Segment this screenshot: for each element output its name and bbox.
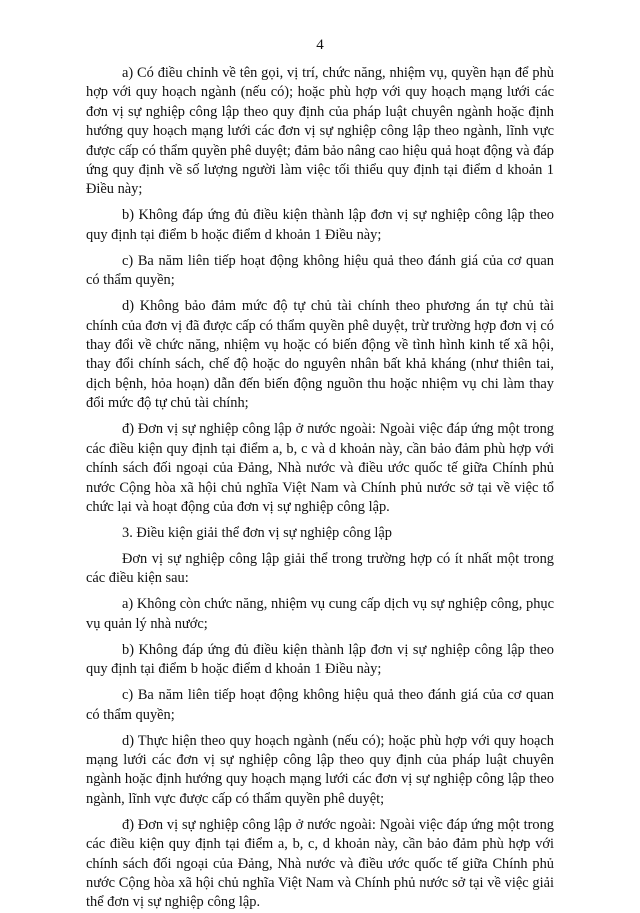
paragraph-1a-rename-restructure: a) Có điều chỉnh về tên gọi, vị trí, chức năng, nhiệm vụ, quyền hạn để phù hợp với quy hoạch ngành (nếu có); hoặc phù hợp với quy hoạch mạng lưới các đơn vị sự nghiệp công lập theo quy định của pháp luật chuyên ngành hoặc định hướng quy hoạch mạng lưới các đơn vị sự nghiệp công lập theo ngành, lĩnh vực được cấp có thẩm quyền phê duyệt; đảm bảo nâng cao hiệu quả hoạt động và đáp ứng quy định về số lượng người làm việc tối thiểu quy định tại điểm d khoản 1 Điều này; <box>86 65 554 198</box>
section-heading-dissolution: 3. Điều kiện giải thể đơn vị sự nghiệp công lập <box>122 524 392 541</box>
paragraph-dissolution-intro: Đơn vị sự nghiệp công lập giải thể trong trường hợp có ít nhất một trong các điều kiện sau: <box>86 550 554 587</box>
paragraph-1b-not-meeting-conditions: b) Không đáp ứng đủ điều kiện thành lập đơn vị sự nghiệp công lập theo quy định tại điểm b hoặc điểm d khoản 1 Điều này; <box>86 207 554 243</box>
page-number: 4 <box>316 37 324 53</box>
paragraph-1d-financial-autonomy: d) Không bảo đảm mức độ tự chủ tài chính theo phương án tự chủ tài chính của đơn vị đã được cấp có thẩm quyền phê duyệt, trừ trường hợp đơn vị có thay đổi về chức năng, nhiệm vụ hoặc có biến động về tình hình kinh tế xã hội, thay đổi chính sách, chế độ hoặc do nguyên nhân bất khả kháng (như thiên tai, dịch bệnh, hỏa hoạn) dẫn đến biến động nguồn thu hoặc nhiệm vụ chi làm thay đổi mức độ tự chủ tài chính; <box>86 298 554 412</box>
paragraph-2c-ineffective-three-years: c) Ba năm liên tiếp hoạt động không hiệu quả theo đánh giá của cơ quan có thẩm quyền; <box>86 687 554 723</box>
document-body <box>86 64 554 913</box>
paragraph-2d-planning: d) Thực hiện theo quy hoạch ngành (nếu có); hoặc phù hợp với quy hoạch mạng lưới các đơn vị sự nghiệp công lập theo quy định của pháp luật chuyên ngành hoặc định hướng quy hoạch mạng lưới các đơn vị sự nghiệp công lập theo ngành, lĩnh vực được cấp có thẩm quyền phê duyệt; <box>86 732 554 807</box>
paragraph-2b-not-meeting-conditions: b) Không đáp ứng đủ điều kiện thành lập đơn vị sự nghiệp công lập theo quy định tại điểm b hoặc điểm d khoản 1 Điều này; <box>86 641 554 678</box>
paragraph-2dd-overseas-units: đ) Đơn vị sự nghiệp công lập ở nước ngoài: Ngoài việc đáp ứng một trong các điều kiện quy định tại điểm a, b, c, d khoản này, cần bảo đảm phù hợp với chính sách đối ngoại của Đảng, Nhà nước và điều ước quốc tế giữa Chính phủ nước Cộng hòa xã hội chủ nghĩa Việt Nam và Chính phủ nước sở tại về việc giải thể đơn vị sự nghiệp công lập. <box>86 816 554 911</box>
paragraph-1c-ineffective-three-years: c) Ba năm liên tiếp hoạt động không hiệu quả theo đánh giá của cơ quan có thẩm quyền; <box>86 252 554 289</box>
paragraph-2a-no-function: a) Không còn chức năng, nhiệm vụ cung cấp dịch vụ sự nghiệp công, phục vụ quản lý nhà nước; <box>86 596 554 632</box>
paragraph-1dd-overseas-units: đ) Đơn vị sự nghiệp công lập ở nước ngoài: Ngoài việc đáp ứng một trong các điều kiện quy định tại điểm a, b, c và d khoản này, cần bảo đảm phù hợp với chính sách đối ngoại của Đảng, Nhà nước và điều ước quốc tế giữa Chính phủ nước Cộng hòa xã hội chủ nghĩa Việt Nam và Chính phủ nước sở tại về việc tổ chức lại và hoạt động của đơn vị sự nghiệp công lập. <box>86 421 554 515</box>
